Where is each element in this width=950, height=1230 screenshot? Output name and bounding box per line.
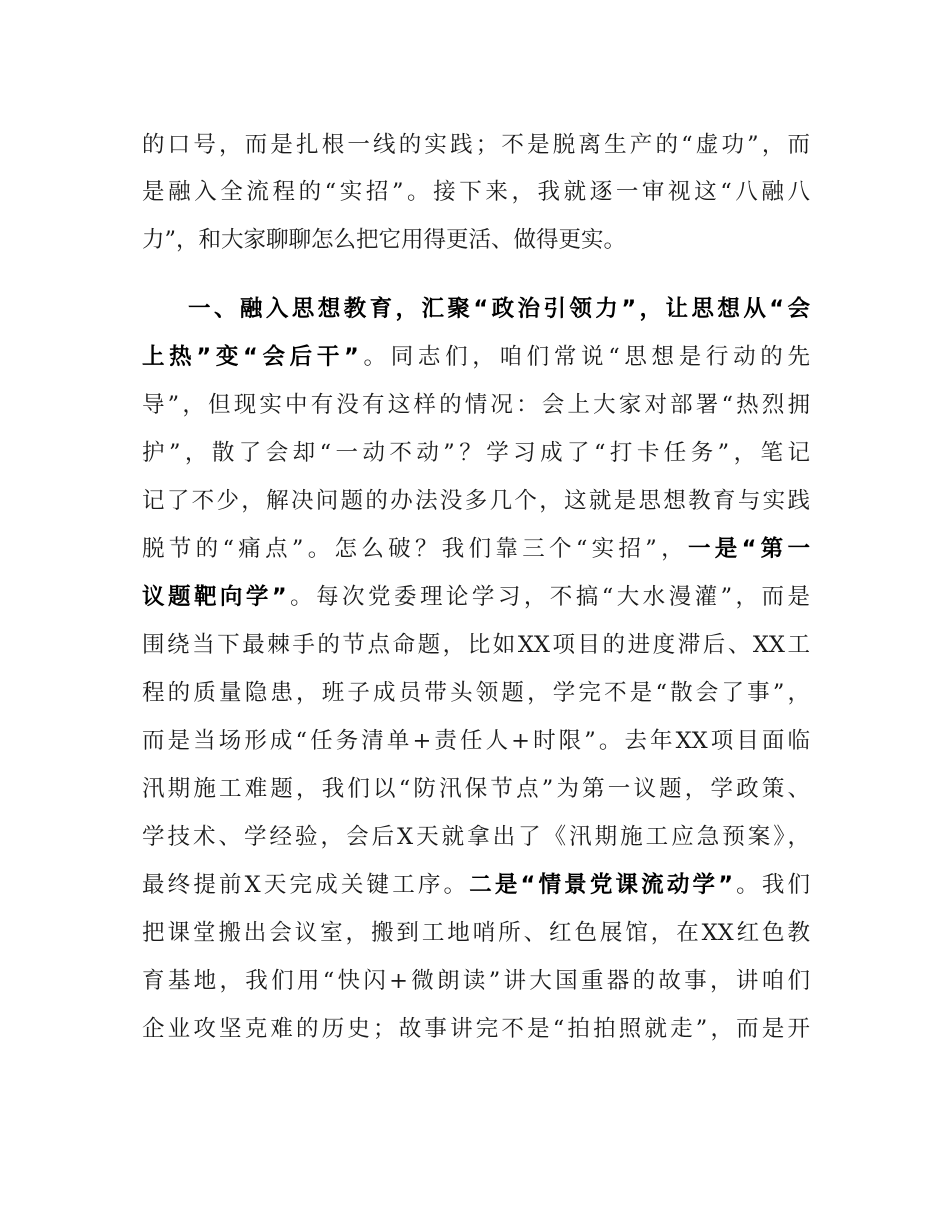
- point-two-heading: 二是“情景党课流动学”: [469, 872, 733, 898]
- paragraph-line: [142, 865, 810, 905]
- paragraph-line: 程的质量隐患，班子成员带头领题，学完不是“散会了事”，: [142, 680, 810, 706]
- paragraph-line: 育基地，我们用“快闪+微朗读”讲大国重器的故事，讲咱们: [142, 968, 810, 994]
- paragraph-text: 。我们: [732, 872, 810, 898]
- paragraph-line: 是融入全流程的“实招”。接下来，我就逐一审视这“八融八: [142, 179, 810, 205]
- paragraph-line: [142, 529, 810, 569]
- paragraph-text: 。每次党委理论学习，不搞“大水漫灌”，而是: [286, 584, 810, 610]
- paragraph-line: 学技术、学经验，会后X天就拿出了《汛期施工应急预案》，: [142, 824, 810, 850]
- paragraph-line: 护”，散了会却“一动不动”？学习成了“打卡任务”，笔记: [142, 440, 810, 466]
- paragraph-text: 最终提前X天完成关键工序。: [142, 872, 470, 898]
- paragraph-text: 。同志们，咱们常说“思想是行动的先: [358, 344, 810, 370]
- paragraph-line: 记了不少，解决问题的办法没多几个，这就是思想教育与实践: [142, 488, 810, 514]
- paragraph-line: [142, 577, 810, 617]
- paragraph-line: 的口号，而是扎根一线的实践；不是脱离生产的“虚功”，而: [142, 132, 810, 158]
- paragraph-line: [142, 337, 810, 377]
- point-one-heading-continued: 议题靶向学”: [142, 584, 287, 610]
- section-heading-continued: 上热”变“会后干”: [142, 344, 359, 370]
- point-one-heading: 一是“第一: [687, 536, 811, 562]
- paragraph-line: 力”，和大家聊聊怎么把它用得更活、做得更实。: [142, 227, 627, 253]
- paragraph-line: 把课堂搬出会议室，搬到工地哨所、红色展馆，在XX红色教: [142, 920, 810, 946]
- paragraph-line: 汛期施工难题，我们以“防汛保节点”为第一议题，学政策、: [142, 776, 810, 802]
- section-heading-line: [188, 289, 810, 329]
- section-heading: 一、融入思想教育，汇聚“政治引领力”，让思想从“会: [188, 296, 810, 322]
- paragraph-line: 围绕当下最棘手的节点命题，比如XX项目的进度滞后、XX工: [142, 632, 810, 658]
- paragraph-line: 企业攻坚克难的历史；故事讲完不是“拍拍照就走”，而是开: [142, 1016, 810, 1042]
- paragraph-line: 导”，但现实中有没有这样的情况：会上大家对部署“热烈拥: [142, 392, 810, 418]
- paragraph-line: 而是当场形成“任务清单+责任人+时限”。去年XX项目面临: [142, 728, 810, 754]
- paragraph-text: 脱节的“痛点”。怎么破？我们靠三个“实招”，: [142, 536, 688, 562]
